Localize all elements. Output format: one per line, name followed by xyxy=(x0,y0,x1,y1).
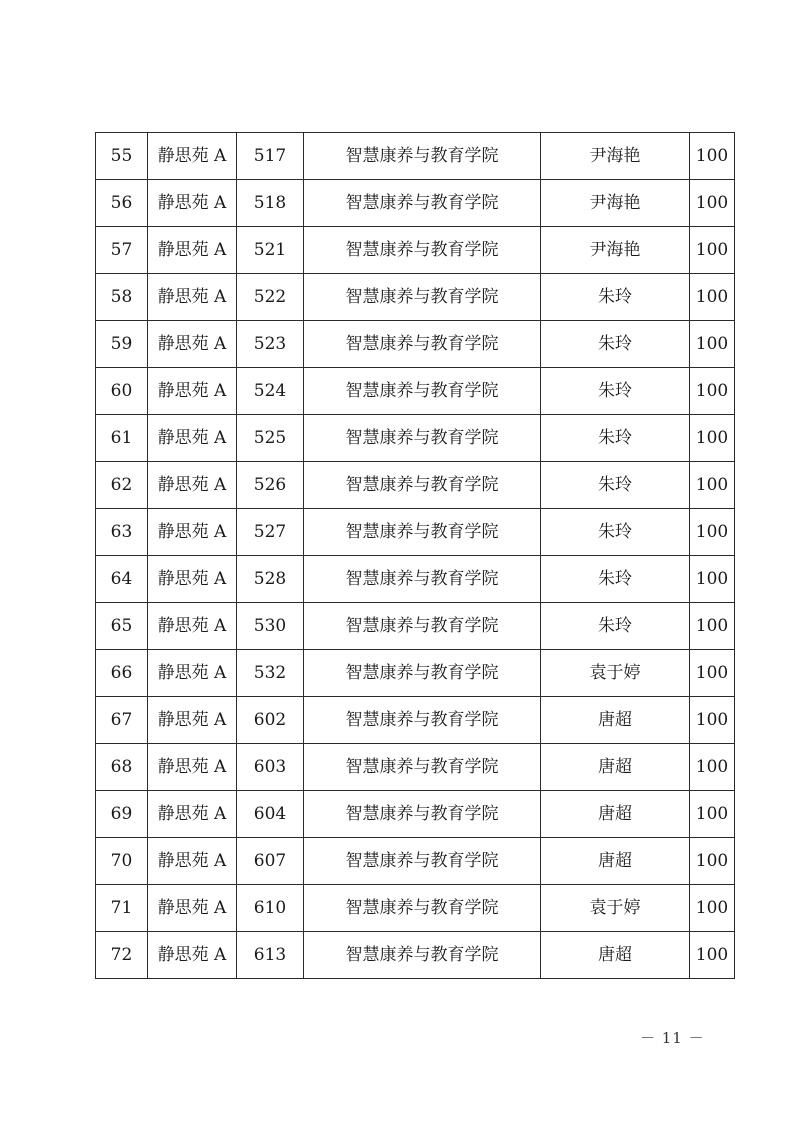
responsible-person-cell: 朱玲 xyxy=(541,603,690,650)
score-cell: 100 xyxy=(690,697,735,744)
table-row xyxy=(96,133,735,180)
table-row xyxy=(96,838,735,885)
responsible-person-cell: 朱玲 xyxy=(541,321,690,368)
table-row xyxy=(96,791,735,838)
table-row xyxy=(96,368,735,415)
table-body xyxy=(96,133,735,979)
college-cell: 智慧康养与教育学院 xyxy=(304,603,541,650)
room-number-cell: 523 xyxy=(237,321,304,368)
college-cell: 智慧康养与教育学院 xyxy=(304,697,541,744)
table-row xyxy=(96,415,735,462)
table-row xyxy=(96,744,735,791)
responsible-person-cell: 朱玲 xyxy=(541,462,690,509)
row-number-cell: 66 xyxy=(96,650,148,697)
building-cell: 静思苑 A xyxy=(148,744,237,791)
room-number-cell: 530 xyxy=(237,603,304,650)
responsible-person-cell: 朱玲 xyxy=(541,274,690,321)
table-row xyxy=(96,462,735,509)
table-row xyxy=(96,697,735,744)
responsible-person-cell: 尹海艳 xyxy=(541,227,690,274)
room-number-cell: 517 xyxy=(237,133,304,180)
responsible-person-cell: 朱玲 xyxy=(541,368,690,415)
table-row xyxy=(96,509,735,556)
building-cell: 静思苑 A xyxy=(148,180,237,227)
building-cell: 静思苑 A xyxy=(148,509,237,556)
score-cell: 100 xyxy=(690,650,735,697)
row-number-cell: 58 xyxy=(96,274,148,321)
row-number-cell: 57 xyxy=(96,227,148,274)
building-cell: 静思苑 A xyxy=(148,227,237,274)
room-number-cell: 607 xyxy=(237,838,304,885)
building-cell: 静思苑 A xyxy=(148,885,237,932)
building-cell: 静思苑 A xyxy=(148,838,237,885)
college-cell: 智慧康养与教育学院 xyxy=(304,274,541,321)
college-cell: 智慧康养与教育学院 xyxy=(304,885,541,932)
score-cell: 100 xyxy=(690,321,735,368)
score-cell: 100 xyxy=(690,180,735,227)
building-cell: 静思苑 A xyxy=(148,462,237,509)
college-cell: 智慧康养与教育学院 xyxy=(304,227,541,274)
score-cell: 100 xyxy=(690,227,735,274)
room-number-cell: 518 xyxy=(237,180,304,227)
college-cell: 智慧康养与教育学院 xyxy=(304,744,541,791)
score-cell: 100 xyxy=(690,885,735,932)
room-number-cell: 521 xyxy=(237,227,304,274)
responsible-person-cell: 尹海艳 xyxy=(541,180,690,227)
score-cell: 100 xyxy=(690,838,735,885)
responsible-person-cell: 唐超 xyxy=(541,744,690,791)
table-row xyxy=(96,603,735,650)
college-cell: 智慧康养与教育学院 xyxy=(304,321,541,368)
page-number: － 11 － xyxy=(640,1029,705,1047)
table-row xyxy=(96,556,735,603)
building-cell: 静思苑 A xyxy=(148,650,237,697)
room-number-cell: 610 xyxy=(237,885,304,932)
row-number-cell: 59 xyxy=(96,321,148,368)
score-cell: 100 xyxy=(690,462,735,509)
score-cell: 100 xyxy=(690,509,735,556)
row-number-cell: 64 xyxy=(96,556,148,603)
room-number-cell: 525 xyxy=(237,415,304,462)
building-cell: 静思苑 A xyxy=(148,932,237,979)
college-cell: 智慧康养与教育学院 xyxy=(304,650,541,697)
score-cell: 100 xyxy=(690,133,735,180)
college-cell: 智慧康养与教育学院 xyxy=(304,133,541,180)
row-number-cell: 55 xyxy=(96,133,148,180)
building-cell: 静思苑 A xyxy=(148,791,237,838)
college-cell: 智慧康养与教育学院 xyxy=(304,462,541,509)
responsible-person-cell: 唐超 xyxy=(541,697,690,744)
room-number-cell: 602 xyxy=(237,697,304,744)
table-row xyxy=(96,180,735,227)
responsible-person-cell: 朱玲 xyxy=(541,415,690,462)
room-number-cell: 524 xyxy=(237,368,304,415)
room-number-cell: 526 xyxy=(237,462,304,509)
row-number-cell: 61 xyxy=(96,415,148,462)
room-number-cell: 528 xyxy=(237,556,304,603)
table-row xyxy=(96,650,735,697)
building-cell: 静思苑 A xyxy=(148,603,237,650)
responsible-person-cell: 唐超 xyxy=(541,932,690,979)
college-cell: 智慧康养与教育学院 xyxy=(304,368,541,415)
table-row xyxy=(96,321,735,368)
responsible-person-cell: 朱玲 xyxy=(541,556,690,603)
building-cell: 静思苑 A xyxy=(148,697,237,744)
score-cell: 100 xyxy=(690,368,735,415)
table-row xyxy=(96,885,735,932)
room-number-cell: 603 xyxy=(237,744,304,791)
row-number-cell: 71 xyxy=(96,885,148,932)
row-number-cell: 70 xyxy=(96,838,148,885)
responsible-person-cell: 袁于婷 xyxy=(541,885,690,932)
college-cell: 智慧康养与教育学院 xyxy=(304,509,541,556)
row-number-cell: 68 xyxy=(96,744,148,791)
score-cell: 100 xyxy=(690,274,735,321)
row-number-cell: 62 xyxy=(96,462,148,509)
score-cell: 100 xyxy=(690,556,735,603)
row-number-cell: 63 xyxy=(96,509,148,556)
score-cell: 100 xyxy=(690,791,735,838)
college-cell: 智慧康养与教育学院 xyxy=(304,180,541,227)
table-row xyxy=(96,932,735,979)
building-cell: 静思苑 A xyxy=(148,556,237,603)
row-number-cell: 67 xyxy=(96,697,148,744)
responsible-person-cell: 唐超 xyxy=(541,791,690,838)
score-cell: 100 xyxy=(690,603,735,650)
table-row xyxy=(96,227,735,274)
row-number-cell: 69 xyxy=(96,791,148,838)
room-number-cell: 604 xyxy=(237,791,304,838)
room-number-cell: 532 xyxy=(237,650,304,697)
score-cell: 100 xyxy=(690,744,735,791)
building-cell: 静思苑 A xyxy=(148,321,237,368)
building-cell: 静思苑 A xyxy=(148,415,237,462)
room-number-cell: 522 xyxy=(237,274,304,321)
building-cell: 静思苑 A xyxy=(148,133,237,180)
college-cell: 智慧康养与教育学院 xyxy=(304,415,541,462)
college-cell: 智慧康养与教育学院 xyxy=(304,838,541,885)
college-cell: 智慧康养与教育学院 xyxy=(304,932,541,979)
row-number-cell: 65 xyxy=(96,603,148,650)
responsible-person-cell: 朱玲 xyxy=(541,509,690,556)
college-cell: 智慧康养与教育学院 xyxy=(304,791,541,838)
score-cell: 100 xyxy=(690,415,735,462)
dormitory-score-table xyxy=(95,132,735,979)
responsible-person-cell: 袁于婷 xyxy=(541,650,690,697)
score-cell: 100 xyxy=(690,932,735,979)
room-number-cell: 613 xyxy=(237,932,304,979)
table-row xyxy=(96,274,735,321)
responsible-person-cell: 唐超 xyxy=(541,838,690,885)
building-cell: 静思苑 A xyxy=(148,368,237,415)
room-number-cell: 527 xyxy=(237,509,304,556)
building-cell: 静思苑 A xyxy=(148,274,237,321)
row-number-cell: 56 xyxy=(96,180,148,227)
row-number-cell: 72 xyxy=(96,932,148,979)
responsible-person-cell: 尹海艳 xyxy=(541,133,690,180)
row-number-cell: 60 xyxy=(96,368,148,415)
college-cell: 智慧康养与教育学院 xyxy=(304,556,541,603)
